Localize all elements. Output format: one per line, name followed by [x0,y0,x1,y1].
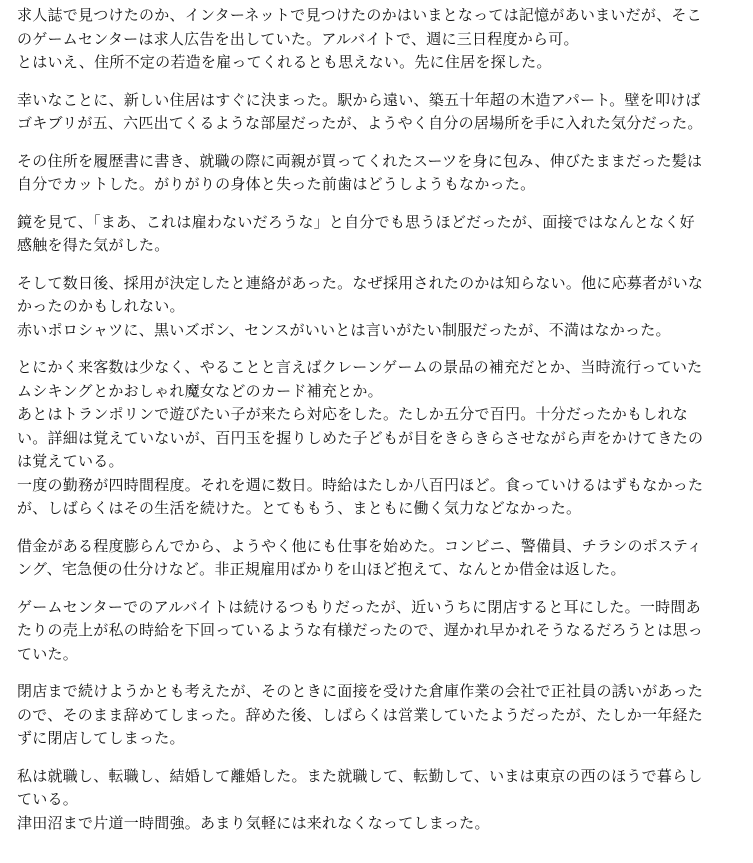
text-line: その住所を履歴書に書き、就職の際に両親が買ってくれたスーツを身に包み、伸びたままだった髪は [17,151,703,170]
text-line: ていた。 [17,644,79,663]
text-line: 鏡を見て、「まあ、これは雇わないだろうな」と自分でも思うほどだったが、面接ではなんとなく好 [17,212,695,231]
text-line: のゲームセンターは求人広告を出していた。アルバイトで、週に三日程度から可。 [17,29,579,48]
text-line: そして数日後、採用が決定したと連絡があった。なぜ採用されたのかは知らない。他に応募者がいな [17,273,704,292]
text-line: ムシキングとかおしゃれ魔女などのカード補充とか。 [17,381,383,400]
text-line: 自分でカットした。がりがりの身体と失った前歯はどうしようもなかった。 [17,175,536,193]
paragraph-8 [17,596,737,667]
text-line: 一度の勤務が四時間程度。それを週に数日。時給はたしか八百円ほど。食っていけるはずもなかった [17,475,704,494]
paragraph-5 [17,272,737,343]
text-line: かったのかもしれない。 [17,297,185,315]
paragraph-7 [17,535,737,582]
text-line: ング、宅急便の仕分けなど。非正規雇用ばかりを山ほど抱えて、なんとか借金は返した。 [17,560,626,578]
text-line: 幸いなことに、新しい住居はすぐに決まった。駅から遠い、築五十年超の木造アパート。壁を叩けば [17,90,701,109]
text-line: ゴキブリが五、六匹出てくるような部屋だったが、ようやく自分の居場所を手に入れた気分だった。 [17,114,703,132]
paragraph-10 [17,765,737,836]
text-line: が、しばらくはその生活を続けた。とてももう、まともに働く気力などなかった。 [17,499,582,517]
text-line: 借金がある程度膨らんでから、ようやく他にも仕事を始めた。コンビニ、警備員、チラシのポスティ [17,536,703,555]
paragraph-9 [17,680,737,751]
paragraph-2 [17,89,737,136]
text-line: い。詳細は覚えていないが、百円玉を握りしめた子どもが目をきらきらさせながら声をかけてきたの [17,428,704,447]
text-line: 津田沼まで片道一時間強。あまり気軽には来れなくなってしまった。 [17,813,490,832]
paragraph-4 [17,211,737,258]
text-line: たりの売上が私の時給を下回っているような有様だったので、遅かれ早かれそうなるだろうとは思っ [17,621,703,639]
text-line: あとはトランポリンで遊びたい子が来たら対応をした。たしか五分で百円。十分だったかもしれな [17,405,689,423]
text-line: 私は就職し、転職し、結婚して離婚した。また就職して、転勤して、いまは東京の西のほうで暮らし [17,766,703,785]
text-line: ゲームセンターでのアルバイトは続けるつもりだったが、近いうちに閉店すると耳にした。一時間あ [17,597,701,616]
text-line: ずに閉店してしまった。 [17,729,185,747]
paragraph-1 [17,4,737,75]
text-line: 閉店まで続けようかとも考えたが、そのときに面接を受けた倉庫作業の会社で正社員の誘いがあった [17,682,704,700]
paragraph-3 [17,150,737,197]
text-line: 赤いポロシャツに、黒いズボン、センスがいいとは言いがたい制服だったが、不満はなかった。 [17,320,671,339]
text-line: とにかく来客数は少なく、やることと言えばクレーンゲームの景品の補充だとか、当時流行っていた [17,358,703,376]
text-line: ので、そのまま辞めてしまった。辞めた後、しばらくは営業していたようだったが、たしか一年経た [17,705,703,724]
text-line: とはいえ、住所不定の若造を雇ってくれるとも思えない。先に住居を探した。 [17,53,552,71]
text-line: 求人誌で見つけたのか、インターネットで見つけたのかはいまとなっては記憶があいまいだが、そこ [17,6,702,24]
text-line: は覚えている。 [17,452,124,470]
text-line: 感触を得た気がした。 [17,236,170,254]
paragraph-6 [17,356,737,521]
text-line: ている。 [17,790,79,808]
